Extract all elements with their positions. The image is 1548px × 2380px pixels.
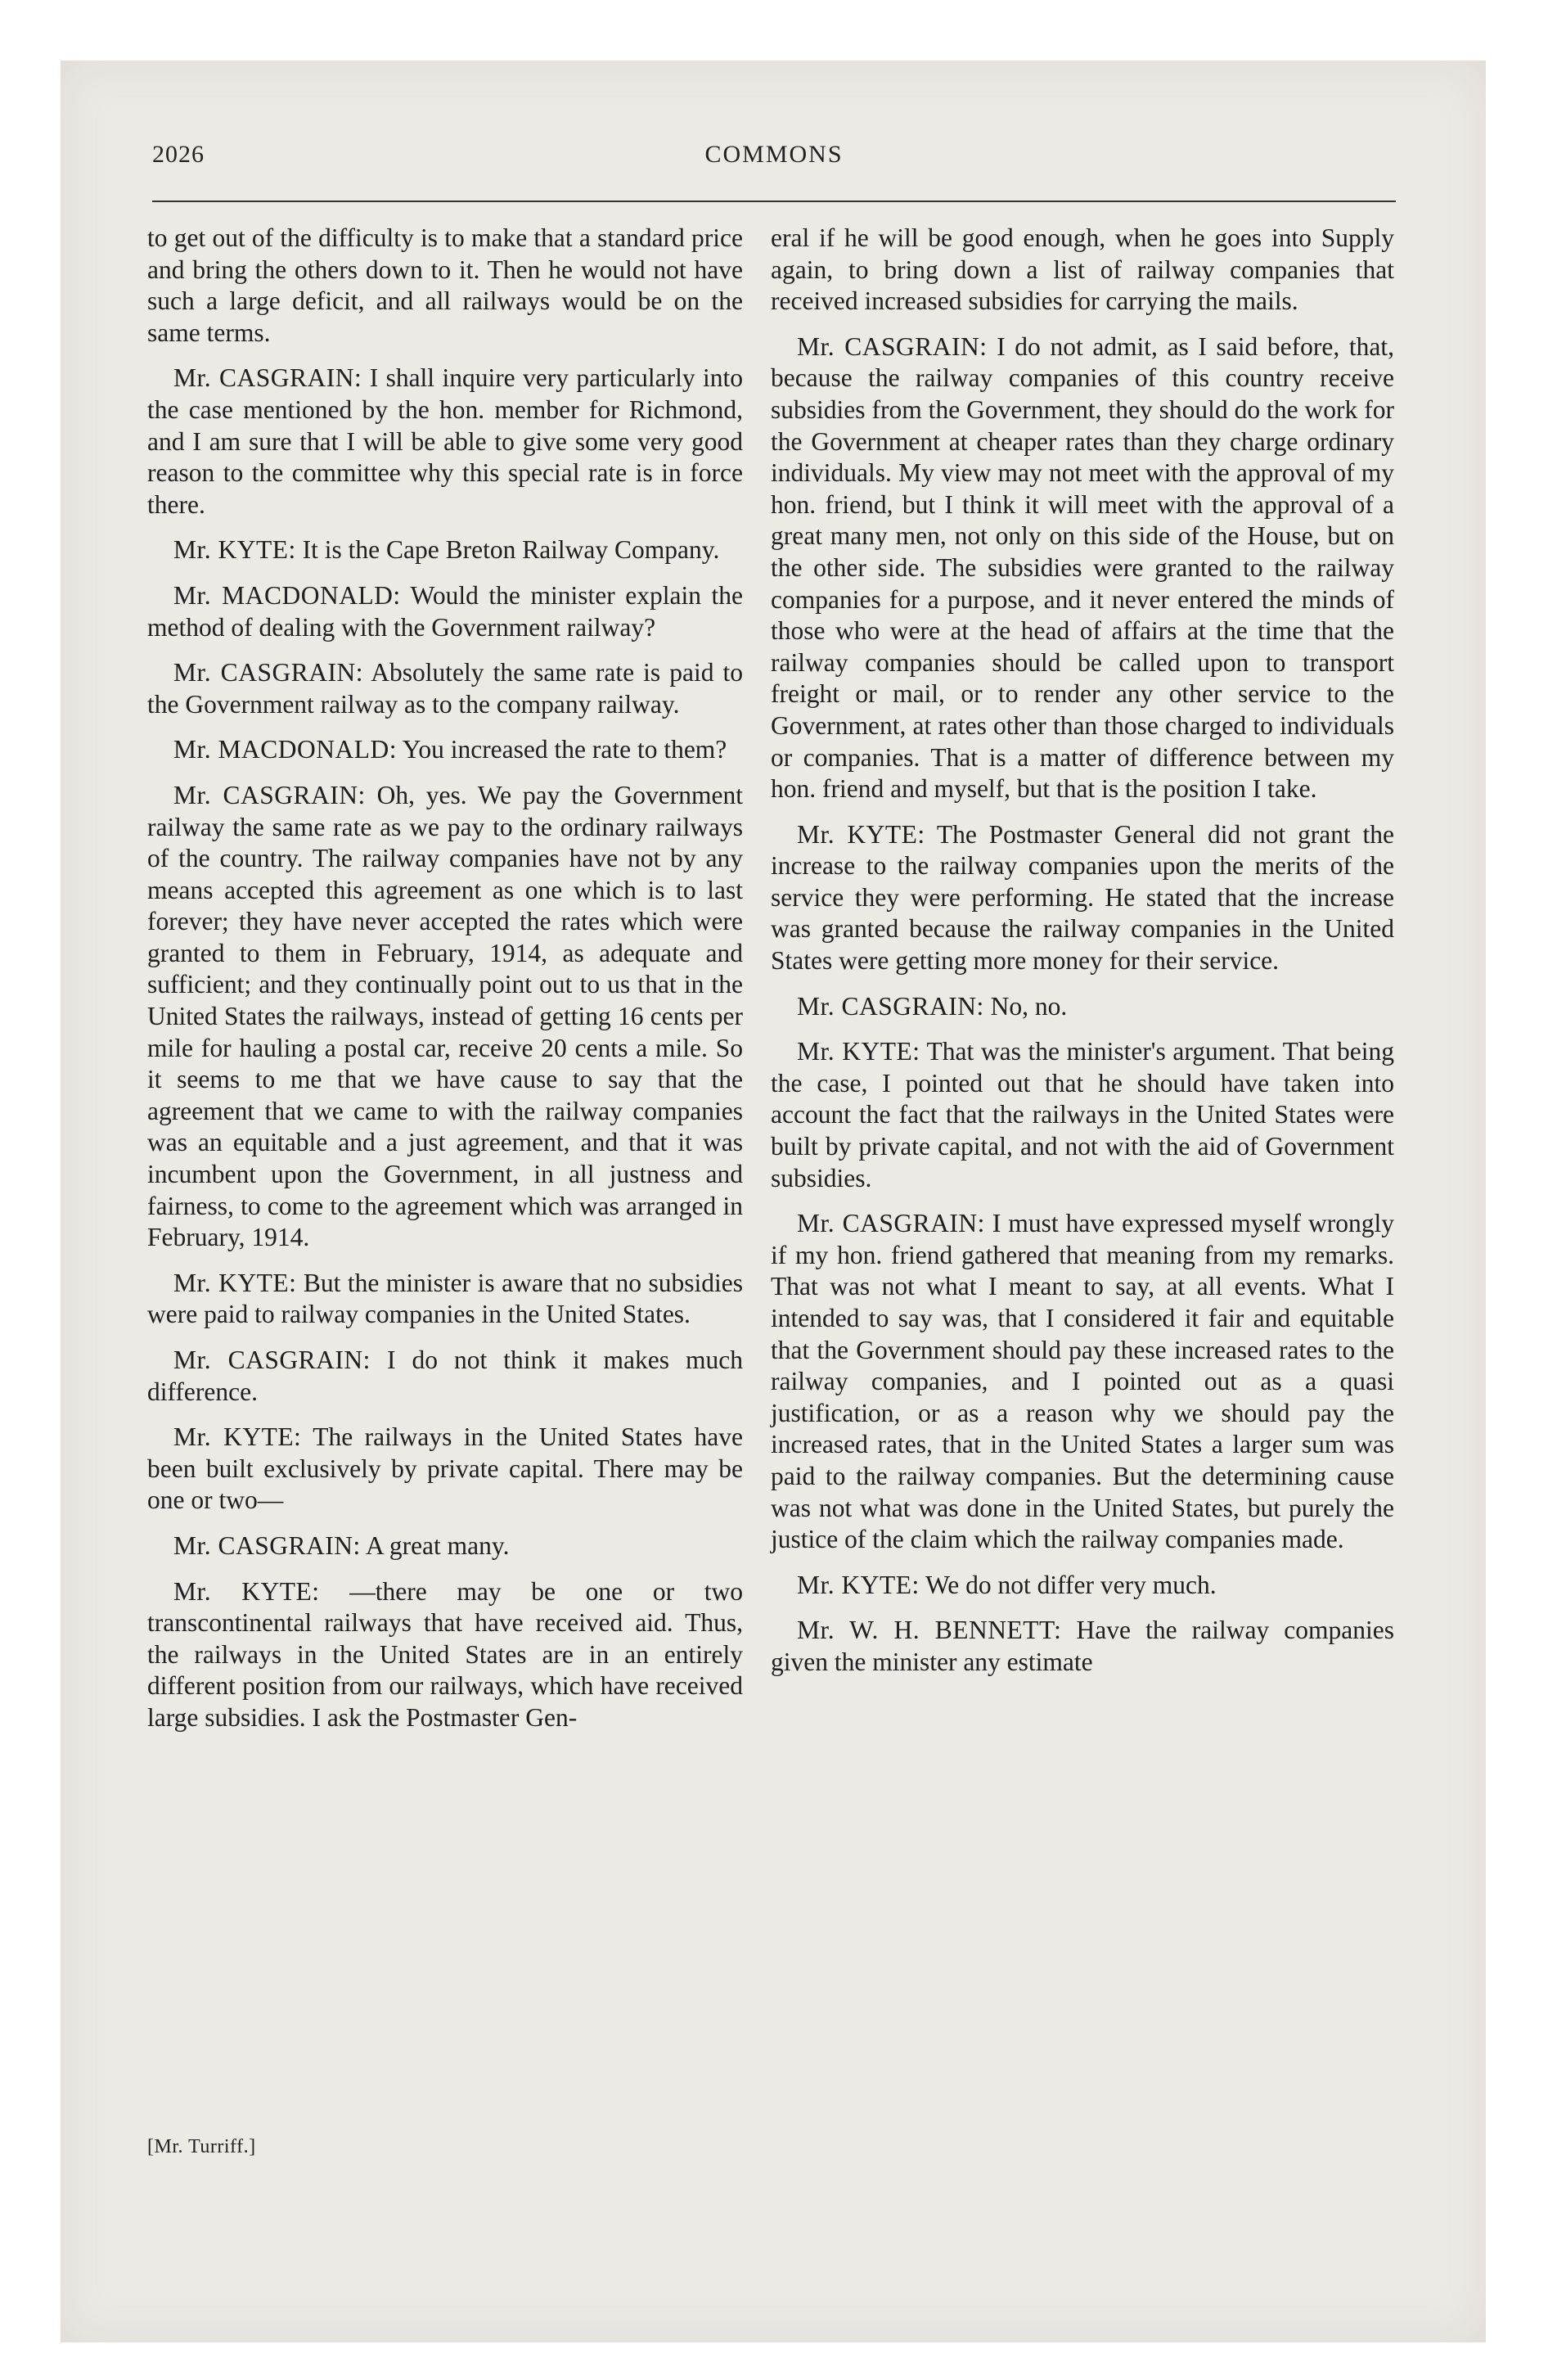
paragraph-text: Absolutely the same rate is paid to the Government railway as to the company railway. [147,658,743,719]
paragraph [147,657,743,720]
paragraph-text: I do not think it makes much difference. [147,1346,743,1406]
speaker-name: Mr. CASGRAIN: [173,780,366,809]
speaker-name: Mr. KYTE: [173,1422,302,1452]
paragraph-text: That was the minister's argument. That being the case, I pointed out that he should have taken into account the fact that the railways in the United States were built by private capital, and not with the aid of Government subsidies. [771,1037,1394,1192]
paragraph [771,991,1394,1023]
paragraph [771,1208,1394,1556]
paragraph-text: Would the minister explain the method of dealing with the Government railway? [147,580,743,642]
speaker-name: Mr. W. H. BENNETT: [797,1616,1062,1645]
paragraph-text: A great many. [365,1530,510,1560]
paragraph-text: You increased the rate to them? [402,735,727,764]
paragraph [147,363,743,521]
speaker-name: Mr. KYTE: [173,535,296,565]
paragraph [771,1570,1394,1602]
paragraph-text: We do not differ very much. [925,1570,1217,1599]
speaker-name: Mr. KYTE: [797,819,925,849]
paragraph [147,223,743,349]
paragraph-text: The railways in the United States have been built exclusively by private capital. There may be one or two— [147,1422,744,1515]
paragraph [771,223,1394,318]
paragraph [147,1268,743,1331]
paragraph-text: Oh, yes. We pay the Government railway the same rate as we pay to the ordinary railways of the country. The railway companies have not by any means accepted this agreement as one which is to last forever; they have never accepted the rates which were granted to them in February, 1914, as adequate and sufficient; and they continually point out to us that in the United States the railways, instead of getting 16 cents per mile for hauling a postal car, receive 20 cents a mile. So it seems to me that we have cause to say that the agreement that we came to with the railway companies was an equitable and a just agreement, and that it was incumbent upon the Government, in all justness and fairness, to come to the agreement which was arranged in February, 1914. [147,780,743,1252]
speaker-name: Mr. CASGRAIN: [173,1346,371,1374]
speaker-name: Mr. CASGRAIN: [173,1530,361,1560]
paragraph-text: I must have expressed myself wrongly if my hon. friend gathered that meaning from my remarks. That was not what I meant to say, at all events. What I intended to say was, that I considered it fair and equitable that the Government should pay these increased rates to the railway companies, and I pointed out as a quasi justification, or as a reason why we should pay the increased rates, that in the United States a larger sum was paid to the railway companies. But the determining cause was not what was done in the United States, but purely the justice of the claim which the railway companies made. [771,1209,1394,1554]
speaker-name: Mr. KYTE: [797,1570,920,1599]
speaker-name: Mr. CASGRAIN: [797,1209,985,1238]
page-header [152,141,1396,182]
paragraph [147,1422,743,1517]
paragraph [771,331,1394,805]
paragraph [147,780,743,1254]
paragraph [147,1345,743,1408]
paragraph [771,1036,1394,1194]
paragraph [771,819,1394,977]
paragraph-text: No, no. [990,991,1068,1021]
header-rule [152,201,1396,202]
paragraph-text: I do not admit, as I said before, that, because the railway companies of this country receive subsidies from the Government, they should do the work for the Government at cheaper rates than they charge ordinary individuals. My view may not meet with the approval of my hon. friend, but I think it will meet with the approval of a great many men, not only on this side of the House, but on the other side. The subsidies were granted to the railway companies for a purpose, and it never entered the minds of those who were at the head of affairs at the time that the railway companies should be called upon to transport freight or mail, or to render any other service to the Government, at rates other than those charged to individuals or companies. That is a matter of difference between my hon. friend and myself, but that is the position I take. [771,331,1394,804]
paragraph [147,580,743,643]
speaker-name: Mr. KYTE: [173,1268,297,1297]
page-number: 2026 [152,141,205,168]
paragraph-text: I shall inquire very particularly into the case mentioned by the hon. member for Richmond, and I am sure that I will be able to give some very good reason to the committee why this special rate is in force there. [147,363,743,519]
left-column [147,223,743,1748]
paragraph [147,1530,743,1562]
paragraph [771,1615,1394,1678]
speaker-name: Mr. MACDONALD: [173,735,398,764]
speaker-name: Mr. CASGRAIN: [173,658,363,687]
paragraph [147,734,743,766]
right-column [771,223,1394,1693]
speaker-name: Mr. KYTE: [797,1037,920,1066]
speaker-name: Mr. KYTE: [173,1576,320,1606]
speaker-name: Mr. CASGRAIN: [797,331,988,361]
running-head: COMMONS [704,141,844,168]
paragraph [147,1576,743,1734]
paragraph-text: The Postmaster General did not grant the increase to the railway companies upon the merits of the service they were performing. He stated that the increase was granted because the railway companies in the United States were getting more money for their service. [771,819,1395,976]
paragraph-text: It is the Cape Breton Railway Company. [302,535,720,565]
paragraph-text: to get out of the difficulty is to make that a standard price and bring the others down to it. Then he would not have such a large deficit, and all railways would be on the same terms. [147,223,743,347]
paragraph [147,534,743,566]
paragraph-text: Have the railway companies given the minister any estimate [771,1616,1395,1676]
speaker-name: Mr. CASGRAIN: [797,991,984,1021]
paragraph-text: —there may be one or two transcontinental railways that have received aid. Thus, the railways in the United States are in an entirely different position from our railways, which have received large subsidies. I ask the Postmaster Gen- [147,1576,744,1732]
speaker-name: Mr. MACDONALD: [173,580,401,610]
footnote: [Mr. Turriff.] [147,2136,256,2157]
paragraph-text: But the minister is aware that no subsidies were paid to railway companies in the United States. [147,1268,744,1329]
paragraph-text: eral if he will be good enough, when he goes into Supply again, to bring down a list of railway companies that received increased subsidies for carrying the mails. [771,223,1394,316]
speaker-name: Mr. CASGRAIN: [173,363,362,393]
